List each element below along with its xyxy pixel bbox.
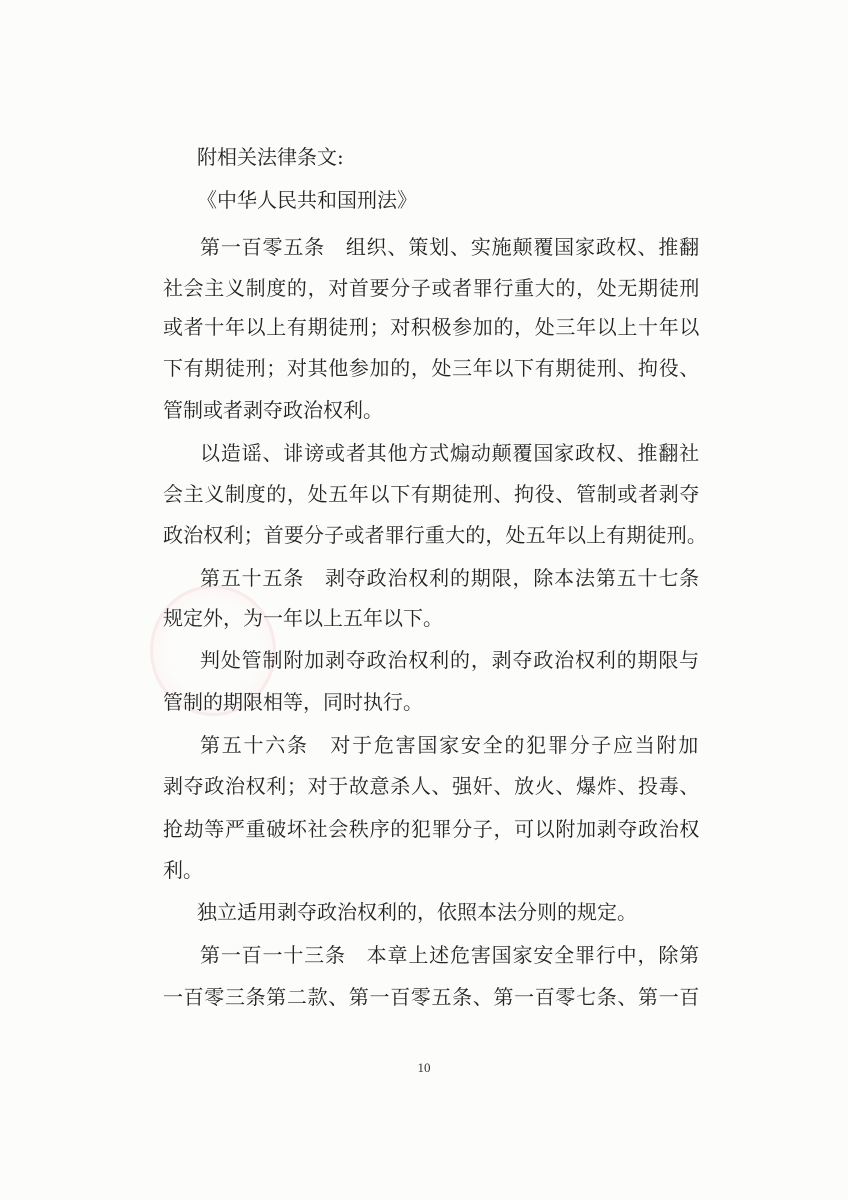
text-line-content: 独立适用剥夺政治权利的，依照本法分则的规定。 [197,900,637,924]
text-line [163,772,700,800]
text-line [200,439,700,467]
text-line-content: 第一百一十三条 本章上述危害国家安全罪行中，除第 [200,943,700,967]
text-line-content: 第五十五条 剥夺政治权利的期限，除本法第五十七条 [200,566,700,590]
text-line [163,396,700,424]
appendix-heading-text: 附相关法律条文: [197,145,344,169]
text-line [200,941,700,969]
text-line-content: 一百零三条第二款、第一百零五条、第一百零七条、第一百 [163,985,700,1009]
text-line [163,313,700,341]
text-line [163,354,700,382]
text-line-content: 或者十年以上有期徒刑；对积极参加的，处三年以上十年以 [163,315,700,339]
text-line [197,898,637,926]
appendix-heading [197,143,344,171]
text-line [163,983,700,1011]
text-line-content: 政治权利；首要分子或者罪行重大的，处五年以上有期徒刑。 [163,523,707,547]
text-line [163,521,707,549]
text-line-content: 规定外，为一年以上五年以下。 [163,606,443,630]
text-line-content: 第一百零五条 组织、策划、实施颠覆国家政权、推翻 [200,235,700,259]
text-line [163,815,700,843]
text-line [163,688,700,716]
text-line-content: 管制的期限相等，同时执行。 [163,690,423,714]
text-line-content: 管制或者剥夺政治权利。 [163,398,383,422]
page-number: 10 [417,1060,431,1075]
text-line-content: 下有期徒刑；对其他参加的，处三年以下有期徒刑、拘役、 [163,356,700,380]
law-title-text: 《中华人民共和国刑法》 [197,188,417,212]
text-line [163,274,700,302]
text-line-content: 第五十六条 对于危害国家安全的犯罪分子应当附加 [200,733,700,757]
text-line-content: 以造谣、诽谤或者其他方式煽动颠覆国家政权、推翻社 [200,441,700,465]
text-line [200,646,700,674]
text-line [200,233,700,261]
text-line-content: 抢劫等严重破坏社会秩序的犯罪分子，可以附加剥夺政治权 [163,817,700,841]
text-line-content: 社会主义制度的，对首要分子或者罪行重大的，处无期徒刑 [163,276,700,300]
text-line [163,604,700,632]
text-line-content: 利。 [163,858,203,882]
text-line-content: 判处管制附加剥夺政治权利的，剥夺政治权利的期限与 [200,648,700,672]
text-line [200,731,700,759]
text-line [200,564,700,592]
text-line [163,480,700,508]
text-line [163,856,700,884]
law-title [197,186,417,214]
text-line-content: 会主义制度的，处五年以下有期徒刑、拘役、管制或者剥夺 [163,482,700,506]
text-line-content: 剥夺政治权利；对于故意杀人、强奸、放火、爆炸、投毒、 [163,774,700,798]
